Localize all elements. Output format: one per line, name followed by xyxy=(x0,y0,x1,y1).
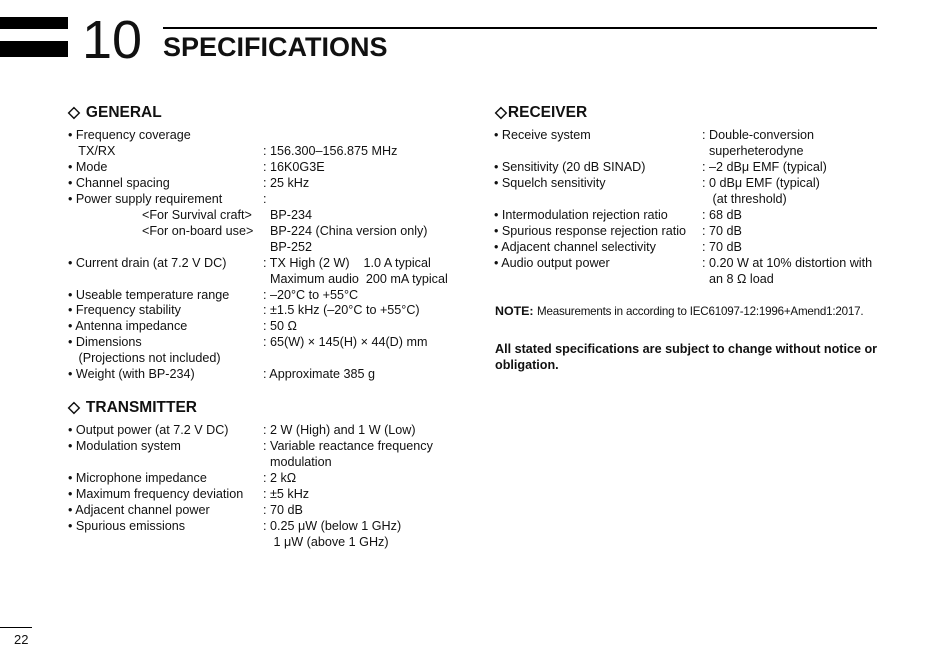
spec-label: • Mode xyxy=(68,159,108,174)
spec-label: • Intermodulation rejection ratio xyxy=(494,207,668,222)
spec-label: TX/RX xyxy=(68,143,116,158)
spec-label: <For on-board use> xyxy=(142,223,254,238)
chapter-tab-bar-top xyxy=(0,17,68,29)
spec-value: : xyxy=(263,191,267,206)
spec-value: : Approximate 385 g xyxy=(263,367,376,382)
diamond-icon: ◇ xyxy=(68,399,80,416)
spec-value: : –2 dBμ EMF (typical) xyxy=(702,159,827,174)
spec-value: 1 μW (above 1 GHz) xyxy=(263,534,389,549)
spec-label: • Maximum frequency deviation xyxy=(68,486,244,501)
spec-value: BP-234 xyxy=(263,207,313,222)
diamond-icon: ◇ xyxy=(68,104,80,121)
spec-value: : 0.20 W at 10% distortion with xyxy=(702,255,873,270)
spec-label: • Current drain (at 7.2 V DC) xyxy=(68,255,227,270)
spec-label: • Sensitivity (20 dB SINAD) xyxy=(494,159,646,174)
spec-value: : –20°C to +55°C xyxy=(263,287,359,302)
receiver-heading: ◇RECEIVER xyxy=(495,104,588,121)
spec-value: : Variable reactance frequency xyxy=(263,438,433,453)
spec-value: modulation xyxy=(263,454,332,469)
page-number-rule xyxy=(0,627,32,628)
transmitter-heading: ◇ TRANSMITTER xyxy=(68,399,197,416)
spec-label: • Adjacent channel power xyxy=(68,502,210,517)
spec-value: : Double-conversion xyxy=(702,128,815,142)
disclaimer: All stated specifications are subject to change without notice or obligation. xyxy=(495,342,878,372)
diamond-icon: ◇ xyxy=(495,104,507,121)
spec-label: • Modulation system xyxy=(68,438,181,453)
chapter-tab-bar-bottom xyxy=(0,41,68,57)
spec-value: : 0.25 μW (below 1 GHz) xyxy=(263,518,402,533)
spec-value: : 70 dB xyxy=(263,502,303,517)
spec-label: • Frequency coverage xyxy=(68,128,191,142)
spec-value: : 2 kΩ xyxy=(263,470,297,485)
spec-value: : 16K0G3E xyxy=(263,159,325,174)
spec-label: • Adjacent channel selectivity xyxy=(494,239,656,254)
spec-value: BP-252 xyxy=(263,239,313,254)
spec-value: : 70 dB xyxy=(702,223,742,238)
spec-label: • Useable temperature range xyxy=(68,287,230,302)
spec-value: : TX High (2 W) 1.0 A typical xyxy=(263,255,431,270)
spec-label: • Receive system xyxy=(494,128,591,142)
page-number: 22 xyxy=(14,632,29,647)
chapter-number: 10 xyxy=(82,10,143,70)
spec-value: : 25 kHz xyxy=(263,175,310,190)
spec-value: : 68 dB xyxy=(702,207,742,222)
spec-label: • Frequency stability xyxy=(68,303,181,318)
spec-label: • Power supply requirement xyxy=(68,191,223,206)
spec-value: BP-224 (China version only) xyxy=(263,223,428,238)
note-label: NOTE: xyxy=(495,304,534,318)
spec-label: • Microphone impedance xyxy=(68,470,207,485)
spec-value: Maximum audio 200 mA typical xyxy=(263,271,448,286)
spec-label: • Squelch sensitivity xyxy=(494,175,606,190)
spec-value: : 50 Ω xyxy=(263,319,297,334)
spec-label: • Dimensions xyxy=(68,335,142,350)
spec-value: (at threshold) xyxy=(702,191,787,206)
spec-value: : 2 W (High) and 1 W (Low) xyxy=(263,423,416,437)
spec-value: : 65(W) × 145(H) × 44(D) mm xyxy=(263,335,428,350)
spec-value: an 8 Ω load xyxy=(702,271,774,286)
measurement-note xyxy=(495,303,863,320)
spec-label: • Antenna impedance xyxy=(68,319,188,334)
chapter-rule xyxy=(163,27,877,29)
spec-label: <For Survival craft> xyxy=(142,207,252,222)
spec-label: • Weight (with BP-234) xyxy=(68,367,195,382)
spec-label: (Projections not included) xyxy=(68,351,221,366)
spec-label: • Channel spacing xyxy=(68,175,170,190)
spec-value: : ±1.5 kHz (–20°C to +55°C) xyxy=(263,303,420,318)
general-heading: ◇ GENERAL xyxy=(68,104,162,121)
chapter-title: SPECIFICATIONS xyxy=(163,32,388,62)
spec-value: : 156.300–156.875 MHz xyxy=(263,143,398,158)
spec-label: • Audio output power xyxy=(494,255,610,270)
spec-label: • Spurious emissions xyxy=(68,518,186,533)
note-text: Measurements in according to IEC61097-12:1996+Amend1:2017. xyxy=(537,305,864,318)
spec-value: : ±5 kHz xyxy=(263,486,310,501)
spec-label: • Spurious response rejection ratio xyxy=(494,223,687,238)
spec-value: : 70 dB xyxy=(702,239,742,254)
spec-value: : 0 dBμ EMF (typical) xyxy=(702,175,820,190)
spec-label: • Output power (at 7.2 V DC) xyxy=(68,423,229,437)
spec-value: superheterodyne xyxy=(702,143,804,158)
